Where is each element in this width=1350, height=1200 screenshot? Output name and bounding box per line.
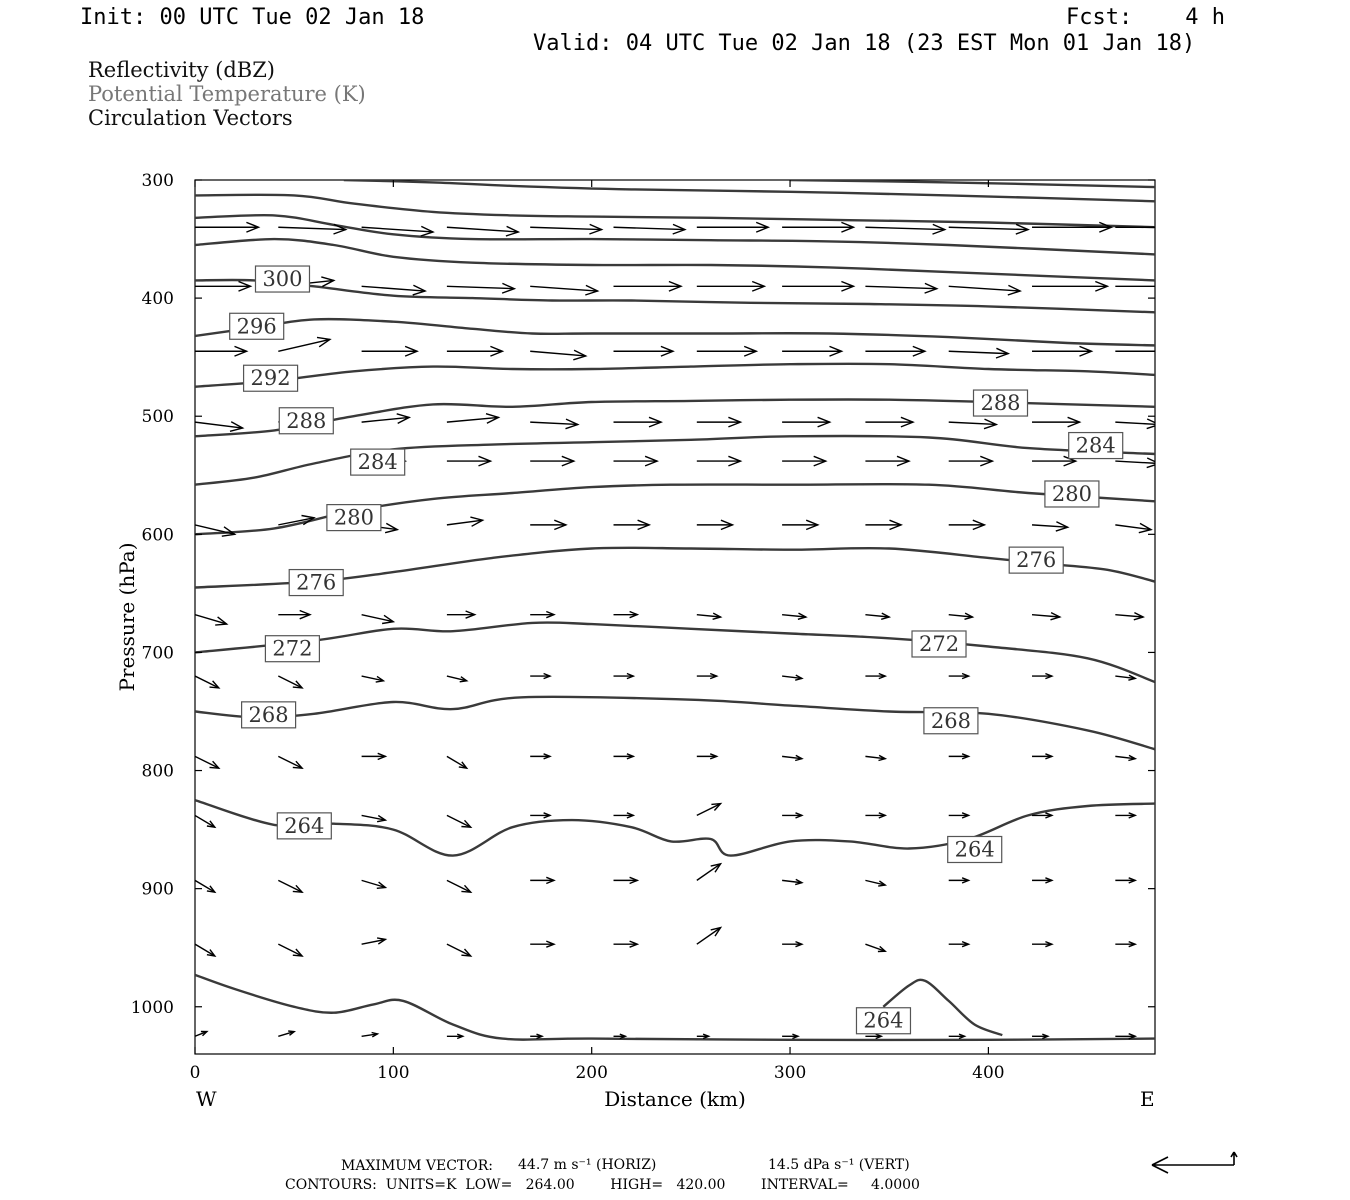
vector-arrow-4-7 bbox=[782, 456, 826, 466]
vector-arrow-10-0 bbox=[195, 880, 215, 892]
surface-vector-arrow-3 bbox=[447, 1034, 463, 1038]
y-tick-label-300: 300 bbox=[141, 171, 174, 191]
vector-arrow-1-6 bbox=[697, 282, 764, 292]
vector-arrow-5-7 bbox=[782, 520, 818, 529]
vector-arrow-0-9 bbox=[949, 224, 1028, 234]
svg-text:280: 280 bbox=[333, 505, 374, 530]
contour-label-280-7 bbox=[327, 505, 381, 531]
vector-arrow-8-5 bbox=[614, 754, 634, 759]
vector-arrow-2-8 bbox=[865, 346, 925, 356]
contour-label-268-13 bbox=[242, 702, 296, 728]
surface-vector-arrow-8 bbox=[865, 1034, 881, 1038]
vector-arrow-6-5 bbox=[614, 612, 638, 618]
theta-contour-284-7 bbox=[195, 433, 1155, 485]
vector-arrow-5-9 bbox=[949, 520, 985, 529]
theta-contour-272-4 bbox=[195, 622, 1155, 682]
vector-arrow-8-9 bbox=[949, 754, 969, 759]
svg-text:276: 276 bbox=[1016, 548, 1057, 573]
vector-arrow-1-11 bbox=[1115, 282, 1186, 292]
vector-arrow-3-11 bbox=[1115, 419, 1159, 429]
theta-contour-268-3 bbox=[195, 697, 1155, 750]
contour-label-264-16 bbox=[948, 836, 1002, 862]
x-axis-left-label: W bbox=[196, 1087, 217, 1111]
vector-arrow-7-10 bbox=[1032, 674, 1052, 679]
vector-arrow-8-11 bbox=[1115, 755, 1135, 760]
vector-arrow-7-9 bbox=[949, 674, 969, 679]
x-tick-label-200: 200 bbox=[575, 1063, 608, 1083]
vector-arrow-11-8 bbox=[865, 944, 885, 951]
vector-arrow-0-6 bbox=[697, 222, 768, 232]
vector-arrow-11-3 bbox=[447, 944, 471, 956]
theta-contour-296-10 bbox=[195, 319, 1155, 345]
vector-arrow-6-8 bbox=[865, 613, 889, 619]
y-axis-title: Pressure (hPa) bbox=[115, 542, 139, 692]
vector-arrow-9-8 bbox=[865, 813, 885, 818]
vector-arrow-8-2 bbox=[362, 753, 386, 759]
svg-text:276: 276 bbox=[296, 570, 337, 595]
vector-arrow-0-8 bbox=[865, 224, 944, 234]
valid-time: Valid: 04 UTC Tue 02 Jan 18 (23 EST Mon 01 Jan 18) bbox=[533, 31, 1196, 56]
vector-arrow-3-5 bbox=[614, 417, 662, 427]
vector-arrow-3-4 bbox=[530, 419, 578, 429]
vector-arrow-10-5 bbox=[614, 877, 638, 883]
vector-arrow-6-7 bbox=[782, 613, 806, 619]
svg-text:264: 264 bbox=[863, 1008, 904, 1033]
vector-arrow-7-4 bbox=[530, 674, 550, 679]
vector-arrow-11-5 bbox=[614, 941, 638, 947]
x-tick-label-400: 400 bbox=[972, 1063, 1005, 1083]
vector-arrow-2-0 bbox=[195, 346, 247, 356]
vector-arrow-10-11 bbox=[1115, 878, 1135, 883]
vector-arrow-6-4 bbox=[530, 612, 554, 618]
contour-label-268-14 bbox=[924, 708, 978, 734]
vector-arrow-2-9 bbox=[949, 348, 1009, 358]
vector-arrow-8-10 bbox=[1032, 754, 1052, 759]
vector-arrow-3-0 bbox=[195, 422, 243, 432]
theta-contour-312-14 bbox=[195, 195, 1155, 227]
vector-arrow-1-7 bbox=[782, 282, 853, 292]
legend-vectors: Circulation Vectors bbox=[88, 106, 293, 130]
vector-arrow-4-8 bbox=[865, 456, 909, 466]
surface-vector-arrow-1 bbox=[278, 1031, 294, 1036]
circulation-vectors bbox=[195, 222, 1195, 1039]
vector-arrow-10-10 bbox=[1032, 878, 1052, 883]
y-tick-label-400: 400 bbox=[141, 289, 174, 310]
vector-arrow-11-4 bbox=[530, 941, 554, 947]
vector-arrow-4-4 bbox=[530, 456, 574, 466]
vector-arrow-0-5 bbox=[614, 224, 685, 234]
svg-text:296: 296 bbox=[236, 314, 277, 339]
vector-arrow-10-4 bbox=[530, 877, 554, 883]
y-tick-label-900: 900 bbox=[141, 879, 174, 900]
vector-arrow-6-9 bbox=[949, 613, 973, 619]
vector-arrow-8-0 bbox=[195, 756, 219, 768]
vector-arrow-2-10 bbox=[1032, 346, 1092, 356]
vector-arrow-7-6 bbox=[697, 674, 717, 679]
vector-arrow-2-4 bbox=[530, 350, 586, 360]
vector-arrow-7-8 bbox=[865, 674, 885, 679]
vector-arrow-9-9 bbox=[949, 813, 969, 818]
vector-arrow-6-10 bbox=[1032, 613, 1060, 620]
vector-arrow-1-9 bbox=[949, 285, 1020, 295]
vector-arrow-11-7 bbox=[782, 942, 802, 947]
vector-arrow-8-1 bbox=[278, 756, 302, 768]
surface-vector-arrow-9 bbox=[949, 1034, 965, 1038]
y-tick-label-1000: 1000 bbox=[130, 997, 174, 1018]
vector-arrow-0-7 bbox=[782, 222, 853, 232]
vector-arrow-2-5 bbox=[614, 346, 674, 356]
svg-text:280: 280 bbox=[1051, 481, 1092, 506]
vector-arrow-2-7 bbox=[782, 346, 842, 356]
vector-arrow-3-9 bbox=[949, 419, 997, 429]
vector-arrow-5-5 bbox=[614, 520, 650, 529]
theta-contour-308-13 bbox=[195, 215, 1155, 254]
vector-arrow-9-4 bbox=[530, 813, 550, 818]
vector-arrow-6-6 bbox=[697, 613, 721, 619]
contour-label-264-15 bbox=[277, 813, 331, 839]
contour-label-296-1 bbox=[230, 313, 284, 339]
vector-arrow-2-6 bbox=[697, 346, 757, 356]
vector-arrow-5-8 bbox=[865, 520, 901, 529]
vector-arrow-5-4 bbox=[530, 520, 566, 529]
vector-arrow-10-2 bbox=[362, 880, 386, 888]
legend-theta: Potential Temperature (K) bbox=[88, 82, 366, 106]
vector-arrow-11-2 bbox=[362, 938, 386, 944]
vector-arrow-9-6 bbox=[697, 804, 721, 816]
y-tick-label-800: 800 bbox=[141, 761, 174, 782]
vector-arrow-9-11 bbox=[1115, 813, 1135, 818]
contours-info: CONTOURS: UNITS=K LOW= 264.00 HIGH= 420.00 INTERVAL= 4.0000 bbox=[285, 1177, 920, 1193]
y-tick-label-500: 500 bbox=[141, 407, 174, 428]
vector-arrow-4-3 bbox=[447, 456, 491, 466]
contour-label-292-2 bbox=[244, 365, 298, 391]
vector-arrow-1-10 bbox=[1032, 282, 1107, 292]
vector-arrow-7-5 bbox=[614, 674, 634, 679]
contour-label-280-8 bbox=[1045, 481, 1099, 507]
vector-arrow-4-9 bbox=[949, 456, 993, 466]
theta-contour-264-1 bbox=[195, 975, 1155, 1040]
vector-arrow-3-7 bbox=[782, 417, 830, 427]
vector-arrow-9-0 bbox=[195, 815, 215, 827]
vector-arrow-10-9 bbox=[949, 878, 969, 883]
svg-text:284: 284 bbox=[1075, 433, 1116, 458]
vector-arrow-11-9 bbox=[949, 942, 969, 947]
vector-arrow-5-3 bbox=[447, 517, 483, 526]
vector-arrow-0-0 bbox=[195, 222, 259, 232]
vector-arrow-7-7 bbox=[782, 675, 802, 680]
x-tick-label-300: 300 bbox=[773, 1063, 807, 1083]
vector-arrow-9-7 bbox=[782, 813, 802, 818]
svg-text:272: 272 bbox=[918, 631, 960, 656]
theta-contour-264-0 bbox=[195, 800, 1155, 856]
vector-arrow-11-11 bbox=[1115, 942, 1135, 947]
vector-arrow-9-2 bbox=[362, 815, 386, 821]
plot-frame bbox=[195, 180, 1155, 1054]
theta-contour-292-9 bbox=[195, 364, 1155, 387]
theta-contour-320-16 bbox=[790, 180, 1155, 187]
vector-arrow-6-0 bbox=[195, 615, 227, 625]
vector-arrow-7-1 bbox=[278, 676, 302, 688]
vector-arrow-5-10 bbox=[1032, 522, 1068, 531]
vector-arrow-8-7 bbox=[782, 755, 802, 760]
svg-text:288: 288 bbox=[980, 391, 1021, 416]
vector-arrow-6-11 bbox=[1115, 613, 1143, 620]
surface-vector-arrow-10 bbox=[1032, 1034, 1048, 1038]
vector-arrow-11-6 bbox=[697, 928, 721, 945]
vector-arrow-7-0 bbox=[195, 676, 219, 688]
surface-vector-arrow-6 bbox=[697, 1034, 709, 1038]
vector-arrow-10-8 bbox=[865, 880, 885, 886]
vector-arrow-0-3 bbox=[447, 226, 518, 236]
theta-contours bbox=[195, 180, 1155, 1040]
vector-arrow-4-11 bbox=[1115, 458, 1159, 468]
vector-arrow-8-4 bbox=[530, 754, 550, 759]
contour-labels bbox=[230, 266, 1123, 1034]
vector-arrow-1-0 bbox=[195, 282, 251, 292]
vector-arrow-9-5 bbox=[614, 813, 634, 818]
vector-arrow-3-3 bbox=[447, 414, 499, 424]
vector-arrow-0-4 bbox=[530, 224, 601, 234]
vector-arrow-2-2 bbox=[362, 346, 418, 356]
contour-label-288-4 bbox=[974, 390, 1028, 416]
vector-arrow-1-3 bbox=[447, 283, 514, 293]
contour-label-284-5 bbox=[351, 449, 405, 475]
x-axis-title: Distance (km) bbox=[604, 1087, 746, 1111]
contour-label-300-0 bbox=[255, 266, 309, 292]
vector-arrow-11-1 bbox=[278, 944, 302, 956]
vector-arrow-6-3 bbox=[447, 611, 475, 618]
y-tick-label-700: 700 bbox=[141, 643, 174, 664]
contour-label-288-3 bbox=[279, 408, 333, 434]
vector-arrow-3-10 bbox=[1032, 417, 1080, 427]
svg-text:292: 292 bbox=[250, 366, 291, 391]
vector-arrow-2-1 bbox=[278, 337, 330, 351]
vector-arrow-10-3 bbox=[447, 880, 471, 892]
x-tick-label-0: 0 bbox=[189, 1063, 201, 1083]
vector-arrow-7-2 bbox=[362, 676, 384, 682]
vector-arrow-10-6 bbox=[697, 864, 721, 881]
y-tick-label-600: 600 bbox=[141, 525, 174, 546]
vector-arrow-8-3 bbox=[447, 756, 467, 768]
svg-text:268: 268 bbox=[930, 708, 971, 733]
vector-arrow-1-5 bbox=[614, 282, 681, 292]
contour-label-272-11 bbox=[265, 636, 319, 662]
x-axis-right-label: E bbox=[1140, 1087, 1155, 1111]
svg-text:288: 288 bbox=[286, 408, 327, 433]
vector-arrow-9-3 bbox=[447, 815, 471, 827]
vector-arrow-1-8 bbox=[865, 283, 936, 293]
vector-arrow-6-2 bbox=[362, 615, 394, 624]
svg-text:300: 300 bbox=[262, 267, 303, 292]
forecast-hour: Fcst: 4 h bbox=[1066, 5, 1225, 30]
max-vector-vert: 14.5 dPa s⁻¹ (VERT) bbox=[768, 1157, 910, 1173]
contour-label-272-12 bbox=[912, 631, 966, 657]
theta-contour-304-12 bbox=[195, 239, 1155, 280]
surface-vector-arrow-2 bbox=[362, 1033, 378, 1037]
init-time: Init: 00 UTC Tue 02 Jan 18 bbox=[80, 5, 425, 30]
vector-arrow-10-1 bbox=[278, 880, 302, 892]
svg-text:264: 264 bbox=[284, 813, 325, 838]
svg-text:272: 272 bbox=[272, 636, 313, 661]
vector-arrow-4-6 bbox=[697, 456, 741, 466]
theta-contour-300-11 bbox=[195, 280, 1155, 312]
max-vector-horiz: 44.7 m s⁻¹ (HORIZ) bbox=[518, 1157, 657, 1173]
vector-arrow-8-6 bbox=[697, 754, 717, 759]
vector-arrow-1-4 bbox=[530, 285, 597, 295]
vector-arrow-7-11 bbox=[1115, 675, 1135, 680]
vector-arrow-11-10 bbox=[1032, 942, 1052, 947]
vector-arrow-3-8 bbox=[865, 417, 913, 427]
surface-vector-arrow-0 bbox=[195, 1032, 207, 1037]
legend-reflectivity: Reflectivity (dBZ) bbox=[88, 58, 276, 82]
vector-arrow-2-11 bbox=[1115, 346, 1175, 356]
svg-text:284: 284 bbox=[357, 450, 398, 475]
surface-vector-arrow-7 bbox=[782, 1034, 798, 1038]
contour-label-264-17 bbox=[856, 1008, 910, 1034]
vector-arrow-5-11 bbox=[1115, 523, 1151, 532]
contour-label-284-6 bbox=[1069, 433, 1123, 459]
vector-arrow-2-3 bbox=[447, 346, 503, 356]
svg-text:268: 268 bbox=[248, 702, 289, 727]
vector-arrow-10-7 bbox=[782, 879, 802, 884]
vector-arrow-7-3 bbox=[447, 676, 467, 682]
x-tick-label-100: 100 bbox=[377, 1063, 410, 1083]
surface-vector-arrow-4 bbox=[530, 1034, 542, 1038]
vector-arrow-6-1 bbox=[278, 611, 310, 619]
vector-arrow-3-2 bbox=[362, 414, 410, 424]
contour-label-276-10 bbox=[1009, 547, 1063, 573]
vector-arrow-4-5 bbox=[614, 456, 658, 466]
vector-arrow-0-1 bbox=[278, 224, 345, 234]
contour-label-276-9 bbox=[289, 570, 343, 596]
vector-arrow-8-8 bbox=[865, 755, 885, 760]
vector-arrow-5-6 bbox=[697, 520, 733, 529]
svg-text:264: 264 bbox=[954, 837, 995, 862]
vector-arrow-3-6 bbox=[697, 417, 741, 427]
max-vector-label: MAXIMUM VECTOR: bbox=[341, 1158, 493, 1174]
vector-arrow-11-0 bbox=[195, 944, 215, 956]
reference-vector-icon bbox=[1140, 1145, 1250, 1185]
